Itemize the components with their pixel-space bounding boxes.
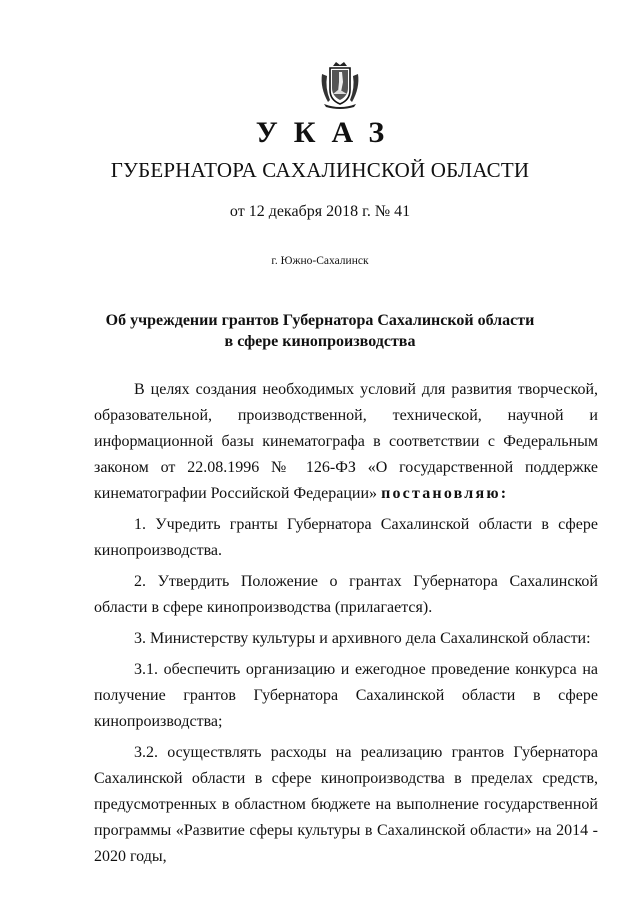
city-name: г. Южно-Сахалинск [271, 255, 369, 267]
issuer-title: ГУБЕРНАТОРА САХАЛИНСКОЙ ОБЛАСТИ [110, 158, 530, 182]
decree-heading-line-1: Об учреждении грантов Губернатора Сахалинской области [105, 312, 535, 329]
item-3-2-paragraph: 3.2. осуществлять расходы на реализацию грантов Губернатора Сахалинской области в сфере кинопроизводства в пределах средств, предусмотренных в областном бюджете на выполнение государственной программы «Развитие сферы культуры в Сахалинской области» на 2014 - 2020 годы, [94, 744, 598, 865]
resolve-word: постановляю: [381, 485, 509, 502]
item-3-paragraph: 3. Министерству культуры и архивного дела Сахалинской области: [134, 630, 591, 647]
decree-heading [0, 310, 640, 352]
preamble-paragraph [94, 377, 598, 507]
item-3-1-paragraph: 3.1. обеспечить организацию и ежегодное проведение конкурса на получение грантов Губернатора Сахалинской области в сфере кинопроизводства; [94, 661, 598, 730]
item-1-paragraph: 1. Учредить гранты Губернатора Сахалинской области в сфере кинопроизводства. [94, 516, 598, 559]
coat-of-arms-icon [318, 60, 362, 110]
document-type-title: УКАЗ [255, 116, 401, 149]
preamble-text: В целях создания необходимых условий для развития творческой, образовательной, производственной, технической, научной и информационной базы кинематографа в соответствии с Федеральным законом от 22.08.1996 № 126-ФЗ «О государственной поддержке кинематографии Российской Федерации» [94, 381, 598, 502]
item-2-paragraph: 2. Утвердить Положение о грантах Губернатора Сахалинской области в сфере кинопроизводства (прилагается). [94, 573, 598, 616]
decree-heading-line-2: в сфере кинопроизводства [224, 333, 416, 350]
decree-body [94, 377, 598, 870]
decree-date-number: от 12 декабря 2018 г. № 41 [229, 203, 411, 220]
